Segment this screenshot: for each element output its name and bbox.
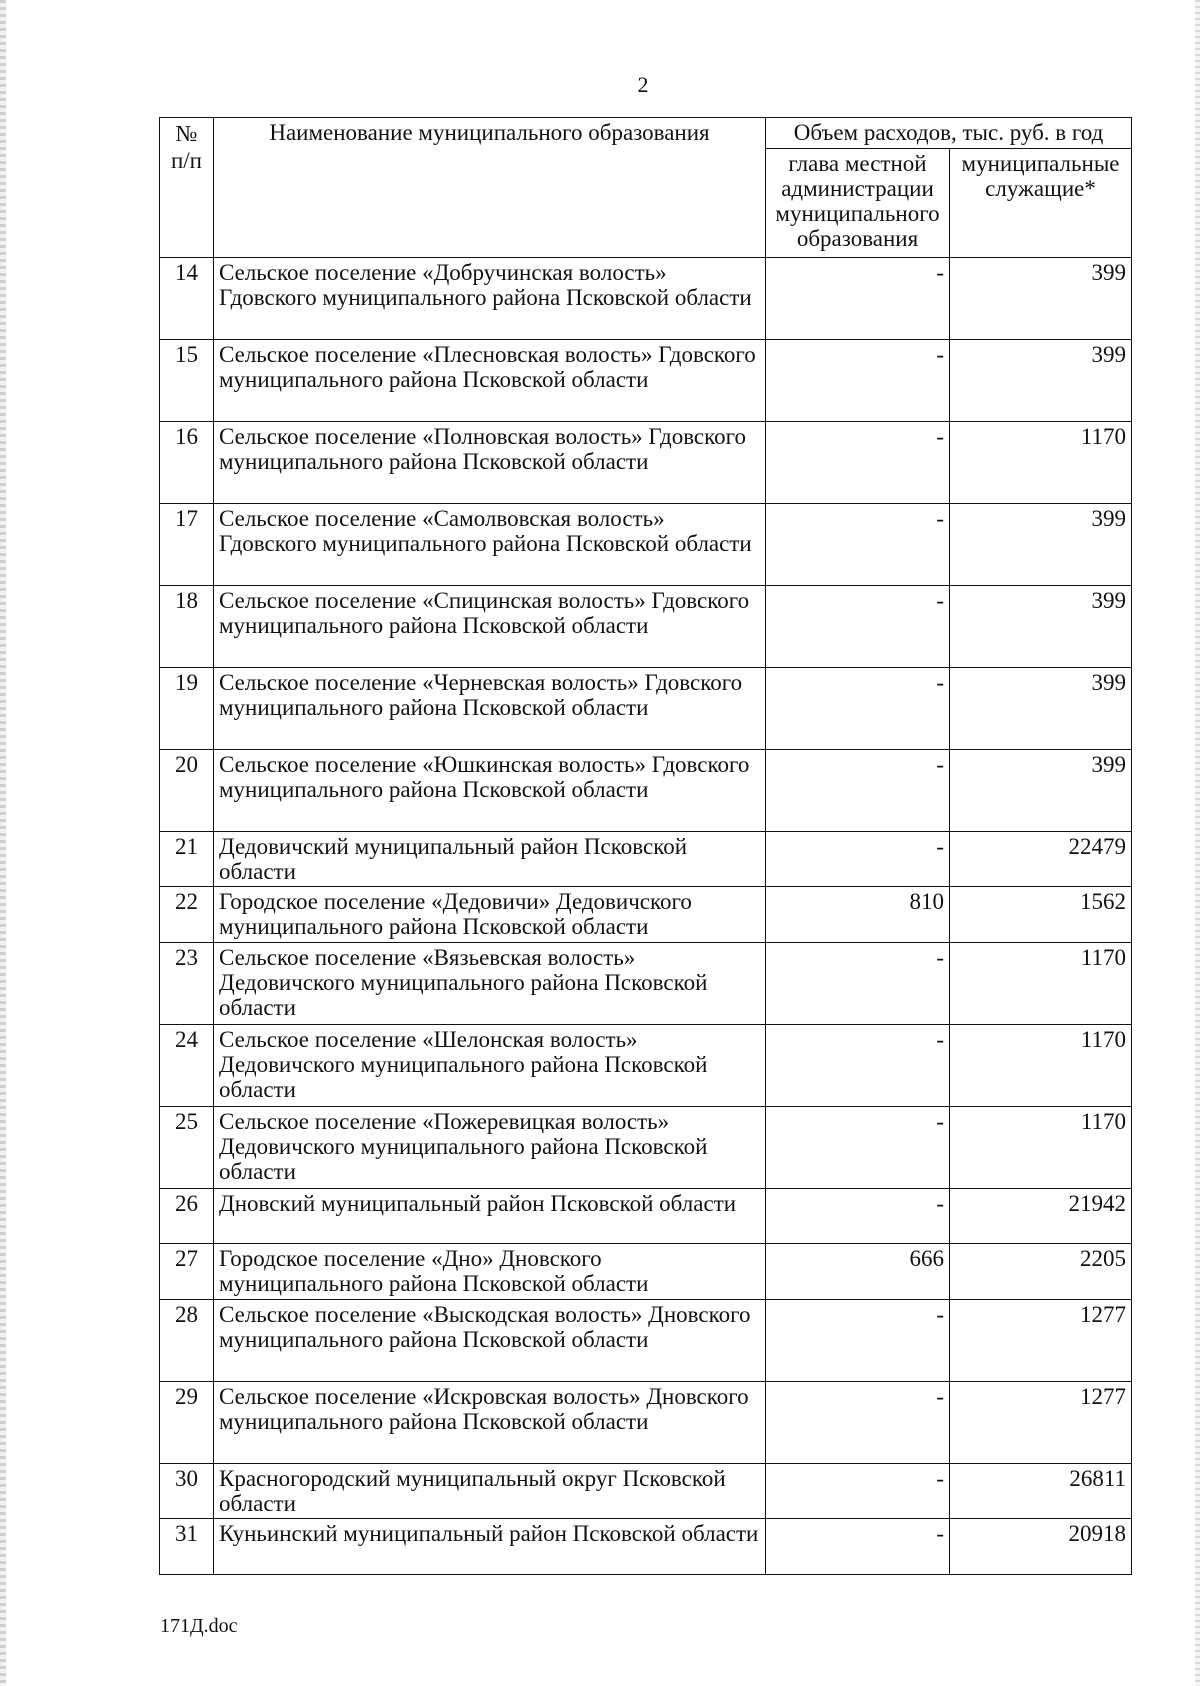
- row-staff-expense: 2205: [950, 1244, 1132, 1300]
- table-row: [160, 1382, 1132, 1464]
- row-head-expense: -: [766, 668, 950, 750]
- table-row: [160, 1025, 1132, 1107]
- table-row: [160, 887, 1132, 943]
- row-name: Сельское поселение «Вязьевская волость» Дедовичского муниципального района Псковской области: [214, 943, 766, 1025]
- header-num: № п/п: [160, 118, 214, 258]
- header-expenses-group: Объем расходов, тыс. руб. в год: [766, 118, 1132, 149]
- row-staff-expense: 1170: [950, 422, 1132, 504]
- row-number: 30: [160, 1464, 214, 1519]
- row-number: 28: [160, 1300, 214, 1382]
- row-staff-expense: 1277: [950, 1300, 1132, 1382]
- row-staff-expense: 399: [950, 340, 1132, 422]
- row-number: 18: [160, 586, 214, 668]
- table-row: [160, 1189, 1132, 1244]
- row-name: Дедовичский муниципальный район Псковской области: [214, 832, 766, 887]
- row-head-expense: -: [766, 504, 950, 586]
- row-staff-expense: 20918: [950, 1519, 1132, 1575]
- table-row: [160, 1464, 1132, 1519]
- row-staff-expense: 1170: [950, 1025, 1132, 1107]
- row-staff-expense: 1277: [950, 1382, 1132, 1464]
- row-name: Сельское поселение «Черневская волость» Гдовского муниципального района Псковской области: [214, 668, 766, 750]
- row-name: Сельское поселение «Пожеревицкая волость» Дедовичского муниципального района Псковской области: [214, 1107, 766, 1189]
- row-number: 24: [160, 1025, 214, 1107]
- table-row: [160, 1244, 1132, 1300]
- row-name: Городское поселение «Дно» Дновского муниципального района Псковской области: [214, 1244, 766, 1300]
- row-staff-expense: 26811: [950, 1464, 1132, 1519]
- row-head-expense: 810: [766, 887, 950, 943]
- row-number: 19: [160, 668, 214, 750]
- row-number: 14: [160, 258, 214, 340]
- table-row: [160, 340, 1132, 422]
- row-number: 16: [160, 422, 214, 504]
- row-head-expense: -: [766, 1107, 950, 1189]
- row-head-expense: -: [766, 1189, 950, 1244]
- table-header: [160, 118, 1132, 258]
- row-number: 20: [160, 750, 214, 832]
- expenses-table: [159, 117, 1132, 1575]
- row-head-expense: -: [766, 340, 950, 422]
- row-name: Городское поселение «Дедовичи» Дедовичского муниципального района Псковской области: [214, 887, 766, 943]
- row-number: 15: [160, 340, 214, 422]
- row-staff-expense: 1170: [950, 943, 1132, 1025]
- row-number: 17: [160, 504, 214, 586]
- scan-edge-left: [0, 0, 6, 1686]
- scan-edge-right: [1195, 0, 1200, 1686]
- row-number: 22: [160, 887, 214, 943]
- table-row: [160, 586, 1132, 668]
- row-number: 23: [160, 943, 214, 1025]
- table-row: [160, 504, 1132, 586]
- table-row: [160, 832, 1132, 887]
- row-staff-expense: 1170: [950, 1107, 1132, 1189]
- row-head-expense: -: [766, 832, 950, 887]
- row-staff-expense: 21942: [950, 1189, 1132, 1244]
- row-name: Куньинский муниципальный район Псковской области: [214, 1519, 766, 1575]
- row-name: Сельское поселение «Выскодская волость» Дновского муниципального района Псковской области: [214, 1300, 766, 1382]
- table-row: [160, 668, 1132, 750]
- row-head-expense: -: [766, 943, 950, 1025]
- header-col-head: глава местной администрации муниципального образования: [766, 149, 950, 258]
- row-number: 27: [160, 1244, 214, 1300]
- row-number: 21: [160, 832, 214, 887]
- table-row: [160, 422, 1132, 504]
- row-head-expense: -: [766, 750, 950, 832]
- row-name: Сельское поселение «Юшкинская волость» Гдовского муниципального района Псковской области: [214, 750, 766, 832]
- header-col-staff: муниципальные служащие*: [950, 149, 1132, 258]
- row-head-expense: 666: [766, 1244, 950, 1300]
- row-staff-expense: 399: [950, 750, 1132, 832]
- row-staff-expense: 399: [950, 668, 1132, 750]
- header-name: Наименование муниципального образования: [214, 118, 766, 258]
- row-name: Красногородский муниципальный округ Псковской области: [214, 1464, 766, 1519]
- table-row: [160, 1300, 1132, 1382]
- row-head-expense: -: [766, 1025, 950, 1107]
- row-staff-expense: 22479: [950, 832, 1132, 887]
- row-name: Дновский муниципальный район Псковской области: [214, 1189, 766, 1244]
- table-row: [160, 943, 1132, 1025]
- row-number: 25: [160, 1107, 214, 1189]
- row-staff-expense: 1562: [950, 887, 1132, 943]
- table-row: [160, 258, 1132, 340]
- row-head-expense: -: [766, 258, 950, 340]
- footer-filename: 171Д.doc: [160, 1615, 238, 1637]
- page-number: 2: [637, 72, 649, 97]
- table-body: [160, 258, 1132, 1575]
- row-staff-expense: 399: [950, 504, 1132, 586]
- row-name: Сельское поселение «Полновская волость» Гдовского муниципального района Псковской области: [214, 422, 766, 504]
- row-name: Сельское поселение «Искровская волость» Дновского муниципального района Псковской области: [214, 1382, 766, 1464]
- row-name: Сельское поселение «Добручинская волость» Гдовского муниципального района Псковской области: [214, 258, 766, 340]
- row-number: 26: [160, 1189, 214, 1244]
- row-staff-expense: 399: [950, 258, 1132, 340]
- row-number: 29: [160, 1382, 214, 1464]
- row-head-expense: -: [766, 1300, 950, 1382]
- row-head-expense: -: [766, 1382, 950, 1464]
- table-row: [160, 1107, 1132, 1189]
- row-head-expense: -: [766, 1519, 950, 1575]
- row-staff-expense: 399: [950, 586, 1132, 668]
- row-head-expense: -: [766, 1464, 950, 1519]
- row-name: Сельское поселение «Самолвовская волость» Гдовского муниципального района Псковской области: [214, 504, 766, 586]
- table-row: [160, 750, 1132, 832]
- row-head-expense: -: [766, 586, 950, 668]
- row-name: Сельское поселение «Спицинская волость» Гдовского муниципального района Псковской области: [214, 586, 766, 668]
- row-name: Сельское поселение «Плесновская волость» Гдовского муниципального района Псковской области: [214, 340, 766, 422]
- table-row: [160, 1519, 1132, 1575]
- row-number: 31: [160, 1519, 214, 1575]
- row-head-expense: -: [766, 422, 950, 504]
- row-name: Сельское поселение «Шелонская волость» Дедовичского муниципального района Псковской области: [214, 1025, 766, 1107]
